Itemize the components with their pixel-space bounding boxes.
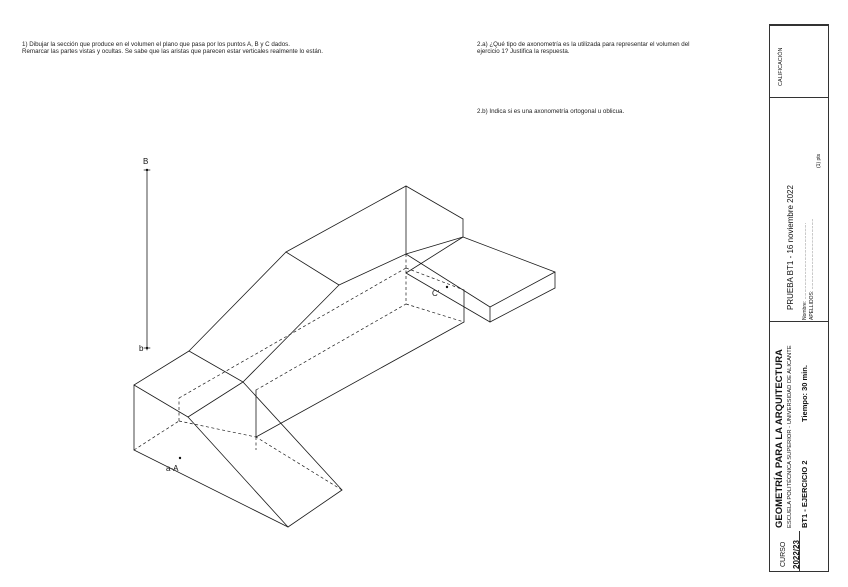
label-point-b-proj: b [139,344,144,353]
title-block [769,24,829,572]
name-field[interactable]: Nombre: ....................................................... [802,223,808,320]
label-point-a: a-A [166,464,179,473]
label-point-b: B [143,157,149,166]
point-markers [146,169,448,459]
hidden-lines [134,254,464,490]
instruction-1-line-2: Remarcar las partes vistas y ocultas. Se sabe que las aristas que parecen estar verticales realmente lo están. [22,48,323,56]
right-block [406,237,555,322]
exam-title: PRUEBA BT1 - 16 noviembre 2022 [786,185,795,310]
subject-title: GEOMETRÍA PARA LA ARQUITECTURA [774,349,785,528]
course-value: 2022/23 [792,540,801,569]
label-point-c: C' [432,289,440,298]
instruction-1-line-1: 1) Dibujar la sección que produce en el volumen el plano que pasa por los puntos A, B y C dados. [22,41,290,48]
course-cell [770,531,828,572]
exercise-label: BT1 - EJERCICIO 2 [800,460,809,528]
question-2a-line-1: 2.a) ¿Qué tipo de axonometría es la utilizada para representar el volumen del [477,41,690,48]
surname-field[interactable]: APELLIDOS: ................................................... [809,218,815,320]
exam-cell [770,97,828,321]
ramp [189,252,339,382]
question-2a-line-2: ejercicio 1? Justifica la respuesta. [477,48,570,56]
upper-block [286,186,463,285]
time-label: Tiempo: 30 min. [800,365,809,422]
course-label: CURSO [780,541,787,567]
grade-cell [770,25,828,97]
left-block [134,351,342,527]
school-name: ESCUELA POLITÉCNICA SUPERIOR - UNIVERSIDAD DE ALICANTE [787,345,793,528]
question-2b: 2.b) Indica si es una axonometría ortogonal u oblicua. [477,108,625,115]
subject-cell [770,321,828,531]
grade-label: CALIFICACIÓN [778,47,784,86]
sheet-number: (1) pts [816,153,822,168]
